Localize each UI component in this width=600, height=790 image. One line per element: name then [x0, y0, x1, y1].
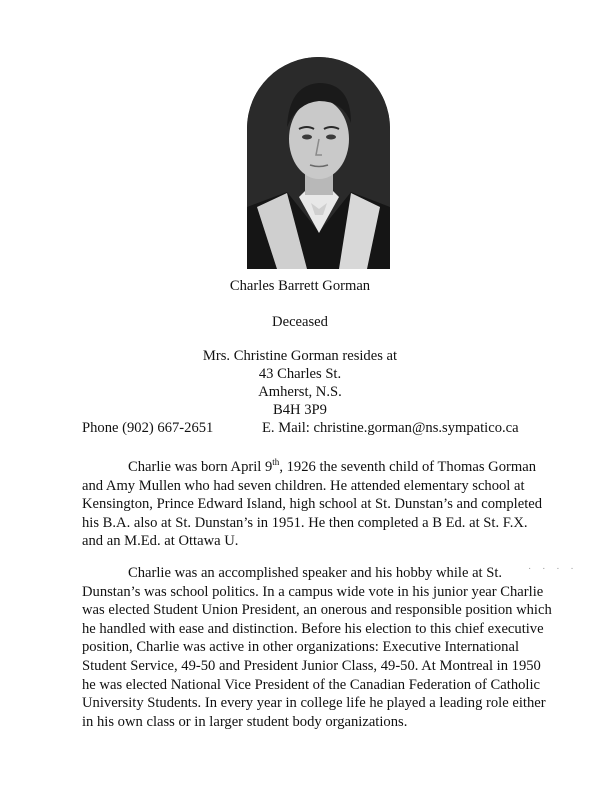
paragraph-politics: Charlie was an accomplished speaker and his hobby while at St. Dunstan’s was school politics. In a campus wide vote in his junior year Charlie was elected Student Union President, an onerous and responsible position which he handled with ease and distinction. Before his election to this chief executive position, Charlie was active in other organizations: Executive International Student Service, 49-50 and President Junior Class, 49-50. At Montreal in 1950 he was elected National Vice President of the Canadian Federation of Catholic University Students. In every year in college life he played a leading role either in his own class or in larger student body organizations.	[82, 565, 552, 730]
paragraph-1-rest: , 1926 the seventh child of Thomas Gorman and Amy Mullen who had seven children. He attended elementary school at Kensington, Prince Edward Island, high school at St. Dunstan’s and completed his B.A. also at St. Dunstan’s in 1951. He then completed a B Ed. at St. F.X. and an M.Ed. at Ottawa U.	[82, 459, 543, 550]
email-address: E. Mail: christine.gorman@ns.sympatico.ca	[262, 420, 519, 436]
phone-number: Phone (902) 667-2651	[82, 420, 214, 436]
postal-code: B4H 3P9	[273, 402, 327, 418]
paragraph-biography	[82, 458, 552, 551]
city-address: Amherst, N.S.	[258, 384, 342, 400]
person-name: Charles Barrett Gorman	[229, 278, 371, 294]
status-deceased: Deceased	[272, 314, 328, 330]
paragraph-1-start: Charlie was born April 9	[128, 459, 273, 475]
ordinal-suffix: th	[272, 457, 280, 468]
scan-dots: · · · ·	[528, 563, 578, 574]
resides-line: Mrs. Christine Gorman resides at	[202, 348, 398, 364]
street-address: 43 Charles St.	[258, 366, 342, 382]
portrait-photo	[247, 57, 390, 269]
